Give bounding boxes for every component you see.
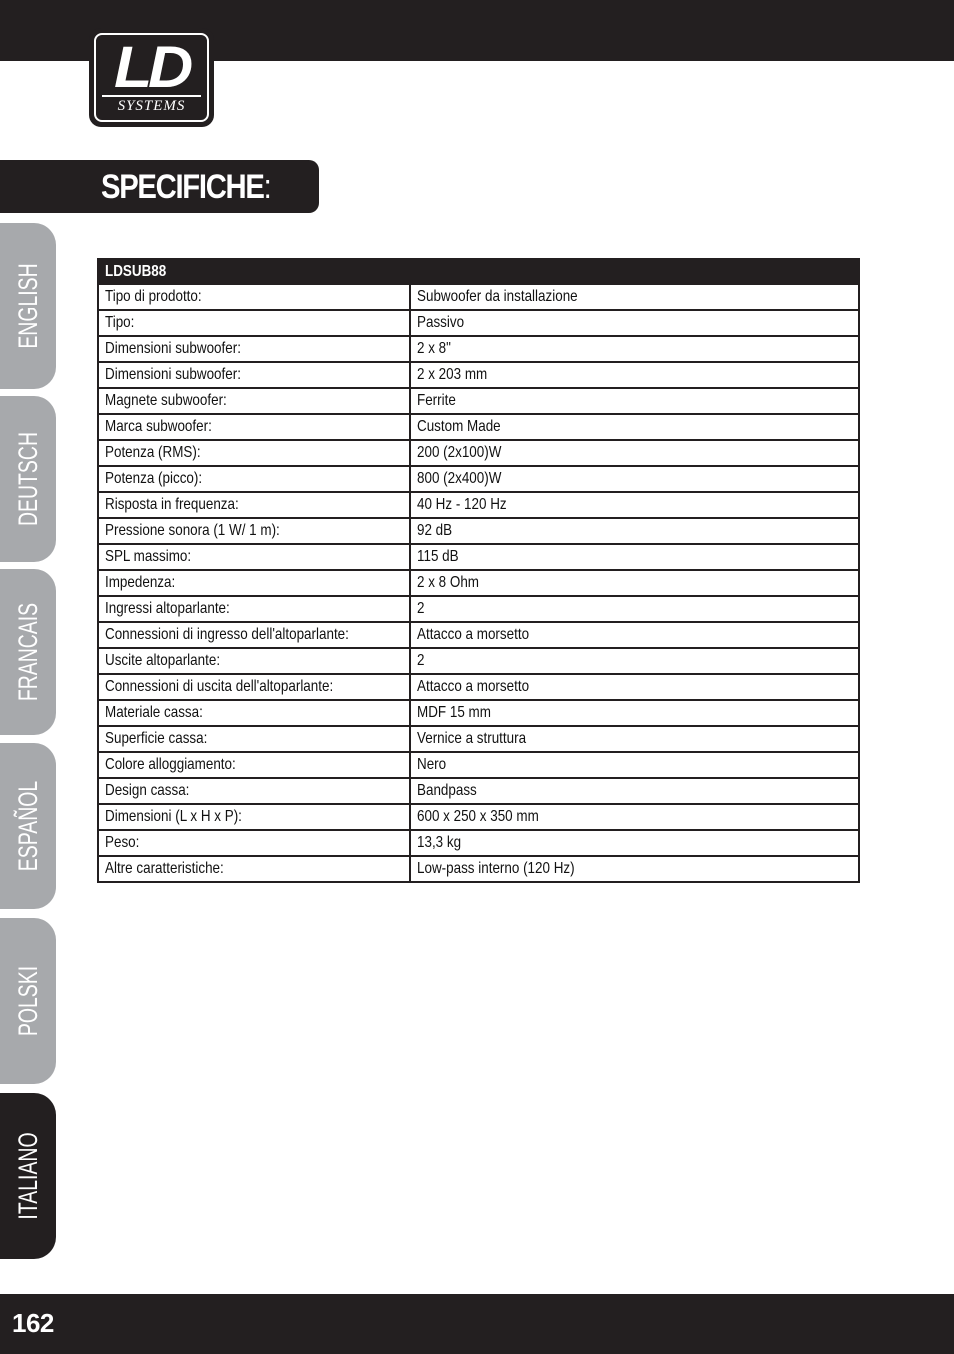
- tab-polski[interactable]: [0, 918, 56, 1084]
- table-row: [98, 622, 859, 648]
- bottom-bar: [0, 1294, 954, 1354]
- spec-label: Magnete subwoofer:: [98, 388, 410, 414]
- spec-value: Bandpass: [410, 778, 859, 804]
- tab-espanol-label: ESPAÑOL: [13, 780, 43, 872]
- spec-label: Uscite altoparlante:: [98, 648, 410, 674]
- tab-polski-label: POLSKI: [13, 965, 43, 1037]
- table-row: [98, 596, 859, 622]
- page-title-colon: :: [263, 168, 272, 206]
- logo-frame: [94, 33, 209, 122]
- spec-value: 40 Hz - 120 Hz: [410, 492, 859, 518]
- spec-value: 2 x 8 Ohm: [410, 570, 859, 596]
- spec-value: MDF 15 mm: [410, 700, 859, 726]
- tab-english-label: ENGLISH: [13, 263, 43, 349]
- tab-english[interactable]: [0, 223, 56, 389]
- spec-value: 800 (2x400)W: [410, 466, 859, 492]
- tab-italiano[interactable]: [0, 1093, 56, 1259]
- page-title-text: SPECIFICHE: [101, 168, 264, 206]
- spec-label: SPL massimo:: [98, 544, 410, 570]
- spec-label: Impedenza:: [98, 570, 410, 596]
- spec-label: Risposta in frequenza:: [98, 492, 410, 518]
- spec-label: Tipo:: [98, 310, 410, 336]
- table-row: [98, 570, 859, 596]
- spec-value: 200 (2x100)W: [410, 440, 859, 466]
- spec-label: Pressione sonora (1 W/ 1 m):: [98, 518, 410, 544]
- spec-value: Vernice a struttura: [410, 726, 859, 752]
- table-model-name: LDSUB88: [98, 259, 859, 284]
- table-row: [98, 544, 859, 570]
- spec-value: 115 dB: [410, 544, 859, 570]
- spec-value: Passivo: [410, 310, 859, 336]
- table-header-row: [98, 259, 859, 284]
- spec-value: 92 dB: [410, 518, 859, 544]
- table-row: [98, 284, 859, 310]
- spec-value: 600 x 250 x 350 mm: [410, 804, 859, 830]
- table-row: [98, 674, 859, 700]
- spec-label: Connessioni di uscita dell'altoparlante:: [98, 674, 410, 700]
- table-row: [98, 648, 859, 674]
- spec-value: Ferrite: [410, 388, 859, 414]
- table-row: [98, 700, 859, 726]
- spec-label: Tipo di prodotto:: [98, 284, 410, 310]
- spec-value: 2: [410, 596, 859, 622]
- logo-mark: LD: [114, 35, 189, 100]
- ld-systems-logo: [89, 28, 214, 127]
- table-row: [98, 388, 859, 414]
- spec-value: Low-pass interno (120 Hz): [410, 856, 859, 882]
- spec-value: Attacco a morsetto: [410, 674, 859, 700]
- table-row: [98, 830, 859, 856]
- spec-value: Subwoofer da installazione: [410, 284, 859, 310]
- spec-label: Potenza (picco):: [98, 466, 410, 492]
- table-row: [98, 310, 859, 336]
- table-row: [98, 362, 859, 388]
- spec-value: 2 x 203 mm: [410, 362, 859, 388]
- spec-value: 13,3 kg: [410, 830, 859, 856]
- spec-label: Ingressi altoparlante:: [98, 596, 410, 622]
- spec-label: Colore alloggiamento:: [98, 752, 410, 778]
- spec-label: Connessioni di ingresso dell'altoparlante:: [98, 622, 410, 648]
- table-row: [98, 518, 859, 544]
- spec-label: Peso:: [98, 830, 410, 856]
- table-row: [98, 778, 859, 804]
- spec-value: 2 x 8": [410, 336, 859, 362]
- spec-value: 2: [410, 648, 859, 674]
- spec-label: Materiale cassa:: [98, 700, 410, 726]
- spec-label: Potenza (RMS):: [98, 440, 410, 466]
- spec-value: Custom Made: [410, 414, 859, 440]
- table-row: [98, 336, 859, 362]
- spec-table: [97, 258, 860, 883]
- table-row: [98, 492, 859, 518]
- page-title: [101, 166, 272, 208]
- tab-francais-label: FRANCAIS: [13, 602, 43, 702]
- spec-label: Dimensioni (L x H x P):: [98, 804, 410, 830]
- page-number: 162: [12, 1308, 54, 1338]
- table-row: [98, 804, 859, 830]
- table-row: [98, 856, 859, 882]
- spec-label: Marca subwoofer:: [98, 414, 410, 440]
- spec-value: Attacco a morsetto: [410, 622, 859, 648]
- tab-deutsch[interactable]: [0, 396, 56, 562]
- spec-label: Altre caratteristiche:: [98, 856, 410, 882]
- logo-subtitle: SYSTEMS: [102, 95, 201, 114]
- tab-francais[interactable]: [0, 569, 56, 735]
- spec-label: Design cassa:: [98, 778, 410, 804]
- table-row: [98, 726, 859, 752]
- tab-deutsch-label: DEUTSCH: [13, 432, 43, 526]
- table-row: [98, 466, 859, 492]
- spec-label: Dimensioni subwoofer:: [98, 362, 410, 388]
- spec-label: Superficie cassa:: [98, 726, 410, 752]
- spec-value: Nero: [410, 752, 859, 778]
- table-row: [98, 414, 859, 440]
- tab-italiano-label: ITALIANO: [13, 1132, 43, 1220]
- tab-espanol[interactable]: [0, 743, 56, 909]
- table-row: [98, 440, 859, 466]
- spec-label: Dimensioni subwoofer:: [98, 336, 410, 362]
- table-row: [98, 752, 859, 778]
